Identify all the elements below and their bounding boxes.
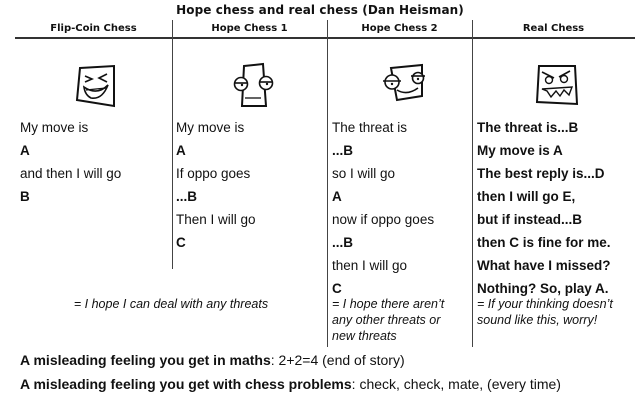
footer-label: A misleading feeling you get with chess problems [20,376,352,392]
column-divider-1 [172,20,173,269]
line: now if oppo goes [332,212,435,227]
header-hope-chess-1: Hope Chess 1 [211,23,288,34]
line: and then I will go [20,166,122,181]
footer-label: A misleading feeling you get in maths [20,352,271,368]
header-hope-chess-2: Hope Chess 2 [361,23,438,34]
line: The threat is [332,120,408,135]
column-real-chess [477,116,611,300]
page-title: Hope chess and real chess (Dan Heisman) [176,3,464,17]
line: Then I will go [176,212,256,227]
footer-text: : check, check, mate, (every time) [351,376,561,392]
line: A [20,143,30,158]
laughing-face-icon [74,62,120,110]
line: A [332,189,342,204]
line: ...B [176,189,198,204]
note-line: new threats [332,329,397,343]
line: Nothing? So, play A. [477,281,609,296]
sleepy-face-icon [233,62,277,110]
line: The best reply is...D [477,166,605,181]
line: ...B [332,235,354,250]
line: My move is A [477,143,563,158]
header-flip-coin-chess: Flip-Coin Chess [50,23,137,34]
line: The threat is...B [477,120,579,135]
line: My move is [176,120,245,135]
line: so I will go [332,166,396,181]
column-divider-2 [327,20,328,347]
column-hope-chess-1 [176,116,256,254]
note-line: = If your thinking doesn’t [477,297,613,311]
footer-text: : 2+2=4 (end of story) [270,352,405,368]
footer-line-chess [20,376,561,392]
column-divider-3 [472,20,473,347]
line: What have I missed? [477,258,611,273]
line: C [332,281,342,296]
line: but if instead...B [477,212,583,227]
header-divider [15,37,635,39]
header-real-chess: Real Chess [522,23,585,34]
note-hope-chess-shared: = I hope I can deal with any threats [73,297,269,311]
note-line: = I hope there aren’t [332,297,445,311]
angry-face-icon [535,62,579,108]
line: My move is [20,120,89,135]
column-flip-coin-chess [20,116,121,208]
footer-line-maths [20,352,405,368]
smug-face-icon [380,62,430,108]
line: then C is fine for me. [477,235,611,250]
note-line: sound like this, worry! [477,313,598,327]
line: then I will go [332,258,408,273]
line: A [176,143,186,158]
note-real-chess [477,296,613,328]
column-hope-chess-2 [332,116,434,300]
note-hope-chess-2 [332,296,444,344]
line: If oppo goes [176,166,251,181]
line: C [176,235,186,250]
line: B [20,189,30,204]
line: then I will go E, [477,189,576,204]
line: ...B [332,143,354,158]
note-line: any other threats or [332,313,441,327]
